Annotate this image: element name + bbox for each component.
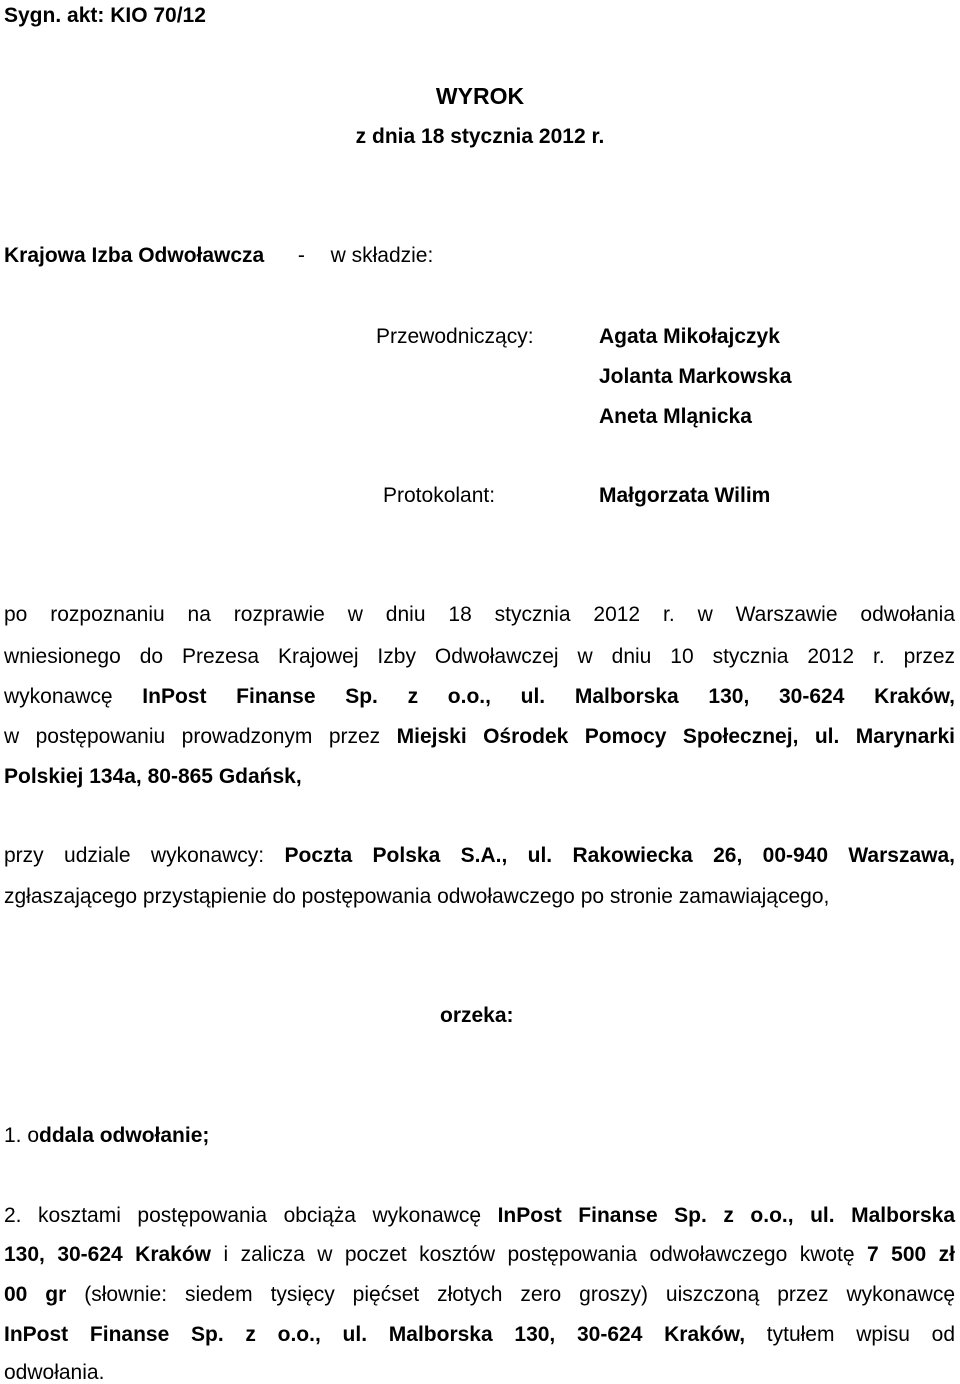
text-run: przy udziale wykonawcy: xyxy=(4,844,265,867)
appellant: InPost Finanse Sp. z o.o., ul. Malborska 130, 30-624 Kraków, xyxy=(4,1323,746,1346)
ruling-heading: orzeka: xyxy=(440,1004,514,1027)
intro-composition: w składzie: xyxy=(330,244,434,267)
panel-member: Aneta Mląnicka xyxy=(599,405,752,428)
body-line xyxy=(4,726,955,747)
body-line: odwołania. xyxy=(4,1361,105,1384)
body-line: wniesionego do Prezesa Krajowej Izby Odwoławczej w dniu 10 stycznia 2012 r. przez xyxy=(4,645,955,668)
document-title: WYROK xyxy=(435,83,525,109)
body-line xyxy=(4,845,955,866)
body-line xyxy=(4,686,955,707)
text-run: i zalicza w poczet kosztów postępowania odwoławczego kwotę xyxy=(223,1243,855,1266)
contracting-authority: Miejski Ośrodek Pomocy Społecznej, ul. Marynarki xyxy=(396,725,955,748)
body-line: Polskiej 134a, 80-865 Gdańsk, xyxy=(4,765,302,788)
appellant: InPost Finanse Sp. z o.o., ul. Malborska 130, 30-624 Kraków, xyxy=(142,685,956,708)
body-line xyxy=(4,1244,955,1265)
text-run: tytułem wpisu od xyxy=(766,1323,956,1346)
body-line: po rozpoznaniu na rozprawie w dniu 18 stycznia 2012 r. w Warszawie odwołania xyxy=(4,603,955,626)
panel-member: Jolanta Markowska xyxy=(599,365,792,388)
intervening-party: Poczta Polska S.A., ul. Rakowiecka 26, 00-940 Warszawa, xyxy=(284,844,955,867)
item-number: 1. o xyxy=(4,1124,40,1147)
panel-intro xyxy=(4,245,433,266)
appellant: InPost Finanse Sp. z o.o., ul. Malborska xyxy=(497,1204,955,1227)
body-line xyxy=(4,1205,955,1226)
text-run: wykonawcę xyxy=(4,685,113,708)
tribunal-name: Krajowa Izba Odwoławcza xyxy=(4,244,265,267)
fee-amount: 00 gr xyxy=(4,1283,67,1306)
body-line xyxy=(4,1284,955,1305)
text-run: 2. kosztami postępowania obciąża wykonawcę xyxy=(4,1204,482,1227)
appellant: 130, 30-624 Kraków xyxy=(4,1243,212,1266)
chair-label: Przewodniczący: xyxy=(376,325,534,348)
body-line: zgłaszającego przystąpienie do postępowania odwoławczego po stronie zamawiającego, xyxy=(4,885,830,908)
fee-amount: 7 500 zł xyxy=(867,1243,955,1266)
item-text: ddala odwołanie; xyxy=(39,1124,210,1147)
panel-member: Agata Mikołajczyk xyxy=(599,325,780,348)
document-date: z dnia 18 stycznia 2012 r. xyxy=(355,125,605,148)
clerk-label: Protokolant: xyxy=(383,484,496,507)
text-run: (słownie: siedem tysięcy pięćset złotych zero groszy) uiszczoną przez wykonawcę xyxy=(84,1283,956,1306)
text-run: w postępowaniu prowadzonym przez xyxy=(4,725,381,748)
ruling-item-1 xyxy=(4,1125,209,1146)
intro-dash: - xyxy=(297,244,305,267)
clerk-name: Małgorzata Wilim xyxy=(599,484,771,507)
body-line xyxy=(4,1324,955,1345)
case-signature: Sygn. akt: KIO 70/12 xyxy=(4,4,206,27)
